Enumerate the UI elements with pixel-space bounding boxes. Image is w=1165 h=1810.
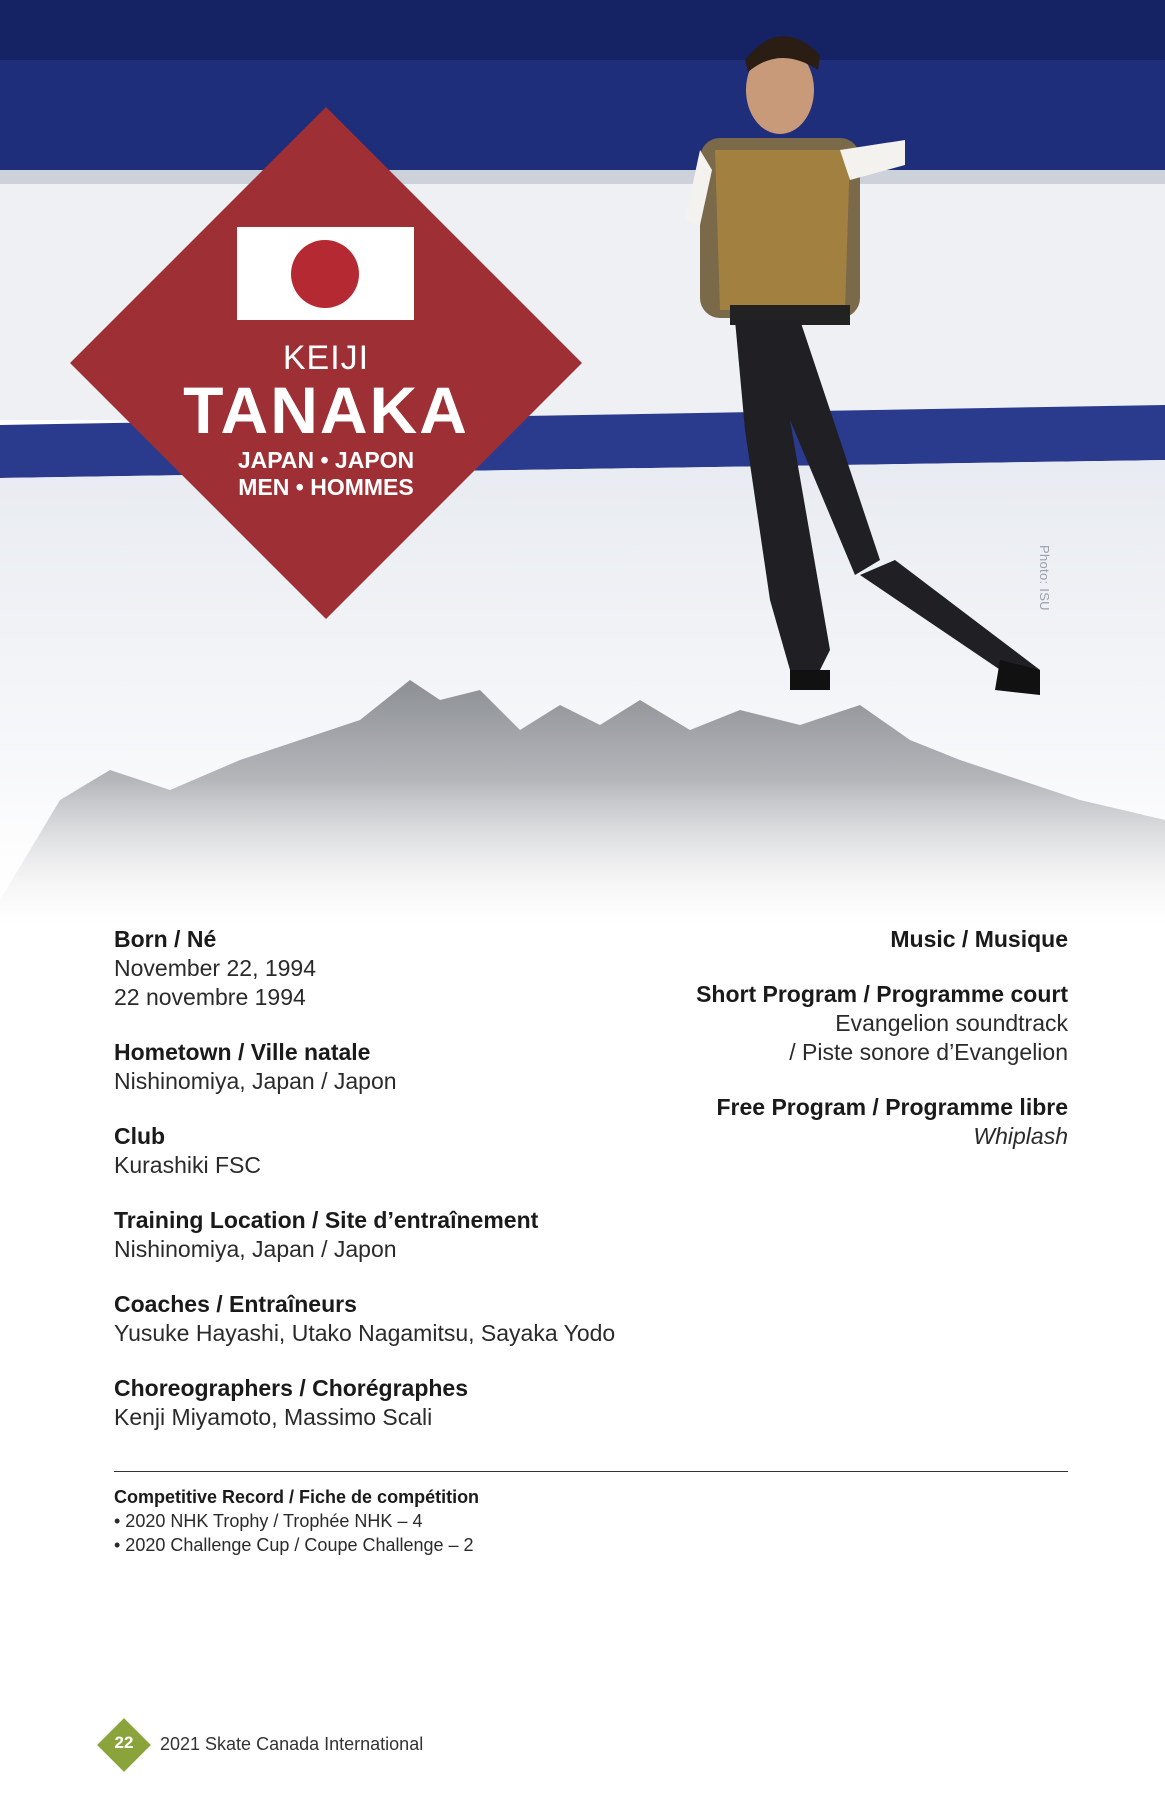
athlete-category: MEN • HOMMES — [238, 474, 414, 500]
free-program-label: Free Program / Programme libre — [716, 1094, 1068, 1120]
coaches-field — [114, 1290, 674, 1348]
training-label: Training Location / Site d’entraînement — [114, 1207, 539, 1233]
short-program-field — [600, 980, 1068, 1067]
choreographers-value: Kenji Miyamoto, Massimo Scali — [114, 1404, 433, 1430]
publication-title: 2021 Skate Canada International — [160, 1734, 424, 1754]
competitive-record — [114, 1485, 814, 1557]
page-number-badge — [97, 1718, 151, 1772]
record-item: • 2020 Challenge Cup / Coupe Challenge – 2 — [114, 1535, 474, 1555]
music-field — [600, 925, 1068, 954]
athlete-first-name: KEIJI — [282, 339, 370, 377]
training-value: Nishinomiya, Japan / Japon — [114, 1236, 397, 1262]
born-fr: 22 novembre 1994 — [114, 984, 306, 1010]
choreographers-label: Choreographers / Chorégraphes — [114, 1375, 469, 1401]
coaches-label: Coaches / Entraîneurs — [114, 1291, 357, 1317]
born-en: November 22, 1994 — [114, 955, 317, 981]
flag-disc — [291, 240, 359, 308]
free-program-value: Whiplash — [973, 1123, 1068, 1149]
music-right-column — [600, 925, 1068, 1177]
record-item: • 2020 NHK Trophy / Trophée NHK – 4 — [114, 1511, 423, 1531]
hometown-field — [114, 1038, 674, 1096]
club-value: Kurashiki FSC — [114, 1152, 261, 1178]
hometown-label: Hometown / Ville natale — [114, 1039, 371, 1065]
free-program-field — [600, 1093, 1068, 1151]
athlete-last-name: TANAKA — [183, 373, 469, 447]
training-field — [114, 1206, 674, 1264]
page-number: 22 — [114, 1733, 134, 1752]
music-label: Music / Musique — [890, 926, 1068, 952]
athlete-country: JAPAN • JAPON — [237, 447, 415, 473]
section-divider — [114, 1471, 1068, 1472]
hometown-value: Nishinomiya, Japan / Japon — [114, 1068, 397, 1094]
bio-left-column — [114, 925, 674, 1458]
photo-credit: Photo: ISU — [1037, 545, 1052, 611]
short-program-line1: Evangelion soundtrack — [835, 1010, 1068, 1036]
japan-flag-icon — [237, 227, 414, 320]
born-field — [114, 925, 674, 1012]
athlete-badge — [70, 107, 582, 619]
coaches-value: Yusuke Hayashi, Utako Nagamitsu, Sayaka Yodo — [114, 1320, 616, 1346]
club-label: Club — [114, 1123, 166, 1149]
short-program-line2: / Piste sonore d’Evangelion — [789, 1039, 1068, 1065]
choreographers-field — [114, 1374, 674, 1432]
record-title: Competitive Record / Fiche de compétition — [114, 1487, 480, 1507]
born-label: Born / Né — [114, 926, 217, 952]
short-program-label: Short Program / Programme court — [696, 981, 1068, 1007]
club-field — [114, 1122, 674, 1180]
